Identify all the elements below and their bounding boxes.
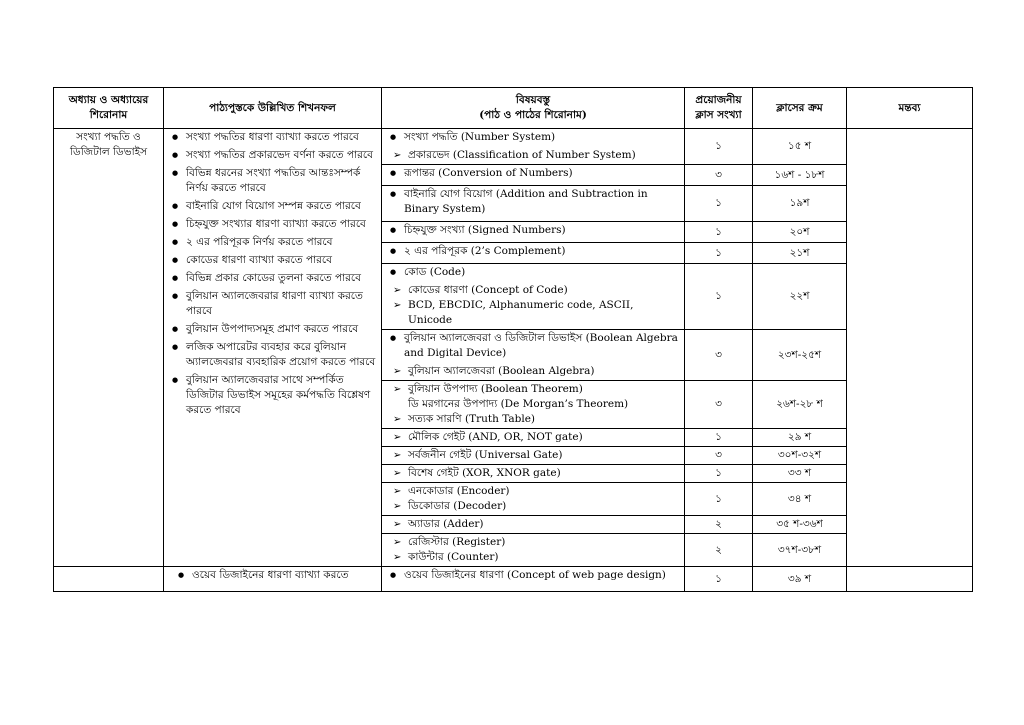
content-bullets [386,244,680,259]
order-cell: ২১শ [753,243,847,264]
classes-cell: ১ [685,222,753,243]
classes-cell: ৩ [685,330,753,381]
content-subitem: ➢ সর্বজনীন গেইট (Universal Gate) [408,448,680,463]
header-content-line1: বিষয়বস্তু [515,94,551,106]
table-body [54,129,973,592]
content-cell [382,447,685,465]
classes-cell: ৩ [685,447,753,465]
classes-cell: ১ [685,243,753,264]
chapter-title-cell [54,129,164,567]
content-cell [382,381,685,429]
outcomes-cell [164,567,382,592]
header-class-order: ক্লাসের ক্রম [753,88,847,129]
content-subitems [386,517,680,532]
content-subitem: ➢ প্রকারভেদ (Classification of Number System) [408,148,680,163]
content-subitem: ➢ সত্যক সারণি (Truth Table) [408,412,680,427]
content-subitem: ➢ রেজিস্টার (Register) [408,535,680,550]
table-row [54,567,973,592]
order-cell: ৩০শ-৩২শ [753,447,847,465]
outcome-item: ● বিভিন্ন ধরনের সংখ্যা পদ্ধতির আন্তঃসম্পর্ক নির্ণয় করতে পারবে [186,166,377,196]
content-bullets [386,223,680,238]
classes-cell: ২ [685,534,753,567]
content-bullets [386,568,680,583]
classes-cell: ২ [685,516,753,534]
content-cell [382,165,685,186]
content-subitem: ➢ বুলিয়ান উপপাদ্য (Boolean Theorem) [408,382,680,397]
content-cell [382,465,685,483]
content-subitems [386,412,680,427]
classes-cell: ৩ [685,165,753,186]
content-cell [382,222,685,243]
content-cell [382,483,685,516]
content-cell [382,129,685,165]
content-subitems [386,283,680,328]
content-bullet: ● বাইনারি যোগ বিয়োগ (Addition and Subtraction in Binary System) [404,187,680,217]
content-bullets [386,130,680,145]
order-cell: ৩৭শ-৩৮শ [753,534,847,567]
header-content [382,88,685,129]
chapter-title: সংখ্যা পদ্ধতি ও ডিজিটাল ডিভাইস [69,131,148,158]
classes-cell: ১ [685,465,753,483]
classes-cell: ১ [685,129,753,165]
outcome-item: ● বুলিয়ান অ্যালজেবরার সাথে সম্পর্কিত ডিজিটার ডিভাইস সমূহের কর্মপদ্ধতি বিশ্লেষণ করতে পারবে [186,373,377,418]
content-bullet: ● চিহ্নযুক্ত সংখ্যা (Signed Numbers) [404,223,680,238]
content-subitem: ➢ অ্যাডার (Adder) [408,517,680,532]
outcome-item: ● বাইনারি যোগ বিয়োগ সম্পন্ন করতে পারবে [186,199,377,214]
outcome-item: ● বুলিয়ান অ্যালজেবরার ধারণা ব্যাখ্যা করতে পারবে [186,289,377,319]
content-subitems [386,430,680,445]
content-bullet: ● ওয়েব ডিজাইনের ধারণা (Concept of web page design) [404,568,680,583]
content-cell [382,243,685,264]
remarks-cell [847,567,973,592]
order-cell: ৩৩ শ [753,465,847,483]
outcome-item: ● বুলিয়ান উপপাদ্যসমূহ প্রমাণ করতে পারবে [186,322,377,337]
content-subitem: ➢ BCD, EBCDIC, Alphanumeric code, ASCII, Unicode [408,298,680,328]
order-cell: ৩৯ শ [753,567,847,592]
classes-cell: ১ [685,429,753,447]
outcome-list [168,130,377,418]
syllabus-page [53,87,972,592]
order-cell: ৩৫ শ-৩৬শ [753,516,847,534]
order-cell: ৩৪ শ [753,483,847,516]
classes-cell: ১ [685,567,753,592]
content-bullet: ● ২ এর পরিপূরক (2’s Complement) [404,244,680,259]
header-content-line2: (পাঠ ও পাঠের শিরোনাম) [479,109,587,121]
content-subitems [386,466,680,481]
content-subitem: ➢ বিশেষ গেইট (XOR, XNOR gate) [408,466,680,481]
order-cell: ১৫ শ [753,129,847,165]
outcome-item: ● বিভিন্ন প্রকার কোডের তুলনা করতে পারবে [186,271,377,286]
content-subitems [386,535,680,565]
header-row [54,88,973,129]
content-bullet: ● সংখ্যা পদ্ধতি (Number System) [404,130,680,145]
content-subitem-plain: ডি মরগানের উপপাদ্য (De Morgan’s Theorem) [408,398,629,410]
content-bullets [386,265,680,280]
outcome-item: ● সংখ্যা পদ্ধতির ধারণা ব্যাখ্যা করতে পারবে [186,130,377,145]
content-subitem: ➢ কাউন্টার (Counter) [408,550,680,565]
content-subitem: ➢ ডিকোডার (Decoder) [408,499,680,514]
order-cell: ১৬শ - ১৮শ [753,165,847,186]
outcomes-cell [164,129,382,567]
classes-cell: ১ [685,483,753,516]
content-cell [382,264,685,330]
order-cell: ২৯ শ [753,429,847,447]
header-outcome: পাঠ্যপুস্তকে উল্লিখিত শিখনফল [164,88,382,129]
header-remarks: মন্তব্য [847,88,973,129]
content-cell [382,429,685,447]
content-subitem: ➢ এনকোডার (Encoder) [408,484,680,499]
content-bullets [386,331,680,361]
outcome-item: ● ২ এর পরিপূরক নির্ণয় করতে পারবে [186,235,377,250]
content-cell [382,330,685,381]
chapter-title-cell [54,567,164,592]
content-subitems [386,382,680,397]
content-bullet: ● রূপান্তর (Conversion of Numbers) [404,166,680,181]
order-cell: ২৩শ-২৫শ [753,330,847,381]
outcome-item: ● কোডের ধারণা ব্যাখ্যা করতে পারবে [186,253,377,268]
content-bullets [386,166,680,181]
classes-cell: ১ [685,264,753,330]
content-subitems [386,484,680,514]
content-subitem: ➢ মৌলিক গেইট (AND, OR, NOT gate) [408,430,680,445]
outcome-item: ● ওয়েব ডিজাইনের ধারণা ব্যাখ্যা করতে [192,568,377,583]
classes-cell: ৩ [685,381,753,429]
outcome-list [168,568,377,583]
content-subitem: ➢ কোডের ধারণা (Concept of Code) [408,283,680,298]
content-cell [382,516,685,534]
outcome-item: ● লজিক অপারেটর ব্যবহার করে বুলিয়ান অ্যালজেবরার ব্যবহারিক প্রয়োগ করতে পারবে [186,340,377,370]
content-cell [382,567,685,592]
order-cell: ২২শ [753,264,847,330]
remarks-cell [847,129,973,567]
content-subitems [386,448,680,463]
content-bullet: ● কোড (Code) [404,265,680,280]
classes-cell: ১ [685,186,753,222]
content-cell [382,186,685,222]
syllabus-table [53,87,973,592]
content-subitems [386,364,680,379]
outcome-item: ● চিহ্নযুক্ত সংখ্যার ধারণা ব্যাখ্যা করতে পারবে [186,217,377,232]
header-classes-needed: প্রয়োজনীয় ক্লাস সংখ্যা [685,88,753,129]
order-cell: ২০শ [753,222,847,243]
content-bullet: ● বুলিয়ান অ্যালজেবরা ও ডিজিটাল ডিভাইস (Boolean Algebra and Digital Device) [404,331,680,361]
table-row [54,129,973,165]
content-subitem: ➢ বুলিয়ান অ্যালজেবরা (Boolean Algebra) [408,364,680,379]
content-cell [382,534,685,567]
header-chapter: অধ্যায় ও অধ্যায়ের শিরোনাম [54,88,164,129]
outcome-item: ● সংখ্যা পদ্ধতির প্রকারভেদ বর্ণনা করতে পারবে [186,148,377,163]
content-subitems [386,148,680,163]
content-bullets [386,187,680,217]
order-cell: ২৬শ-২৮ শ [753,381,847,429]
order-cell: ১৯শ [753,186,847,222]
